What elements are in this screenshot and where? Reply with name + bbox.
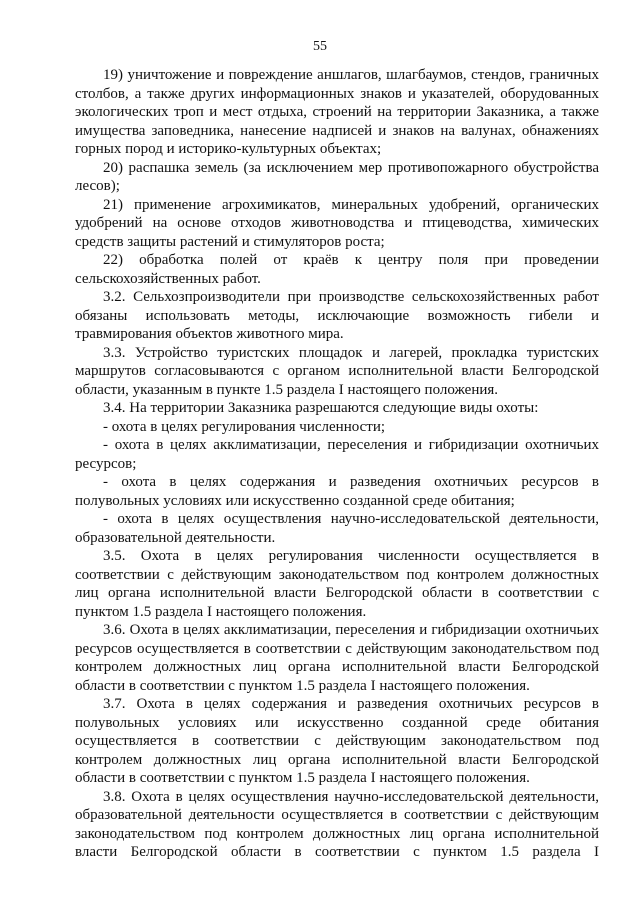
hunting-type-2: - охота в целях акклиматизации, переселения и гибридизации охотничьих ресурсов; [75, 437, 599, 472]
paragraph-3-2: 3.2. Сельхозпроизводители при производстве сельскохозяйственных работ обязаны использовать методы, исключающие возможность гибели и травмирования объектов животного мира. [75, 289, 599, 342]
document-body [75, 66, 599, 862]
paragraph-22: 22) обработка полей от краёв к центру поля при проведении сельскохозяйственных работ. [75, 252, 599, 287]
paragraph-3-5: 3.5. Охота в целях регулирования численности осуществляется в соответствии с действующим законодательством под контролем должностных лиц органа исполнительной власти Белгородской области в соответствии с пунктом 1.5 раздела I настоящего положения. [75, 548, 599, 620]
hunting-type-3: - охота в целях содержания и разведения охотничьих ресурсов в полувольных условиях или искусственно созданной среде обитания; [75, 474, 599, 509]
hunting-type-4: - охота в целях осуществления научно-исследовательской деятельности, образовательной деятельности. [75, 511, 599, 546]
page-number: 55 [313, 39, 327, 54]
paragraph-3-6: 3.6. Охота в целях акклиматизации, переселения и гибридизации охотничьих ресурсов осуществляется в соответствии с действующим законодательством под контролем должностных лиц органа исполнительной власти Белгородской области в соответствии с пунктом 1.5 раздела I настоящего положения. [75, 622, 599, 694]
paragraph-20: 20) распашка земель (за исключением мер противопожарного обустройства лесов); [75, 159, 599, 194]
hunting-type-1: - охота в целях регулирования численности; [103, 418, 386, 435]
paragraph-19: 19) уничтожение и повреждение аншлагов, шлагбаумов, стендов, граничных столбов, а также других информационных знаков и указателей, оборудованных экологических троп и мест отдыха, строений на территории Заказника, а также имущества заповедника, нанесение надписей и знаков на валунах, обнажениях горных пород и историко-культурных объектах; [75, 67, 599, 157]
paragraph-3-4: 3.4. На территории Заказника разрешаются следующие виды охоты: [103, 400, 539, 416]
paragraph-21: 21) применение агрохимикатов, минеральных удобрений, органических удобрений на основе отходов животноводства и птицеводства, химических средств защиты растений и стимуляторов роста; [75, 196, 599, 250]
paragraph-3-8: 3.8. Охота в целях осуществления научно-исследовательской деятельности, образовательной деятельности осуществляется в соответствии с действующим законодательством под контролем должностных лиц органа исполнительной власти Белгородской области в соответствии с пунктом 1.5 раздела I [75, 788, 599, 860]
paragraph-3-3: 3.3. Устройство туристских площадок и лагерей, прокладка туристских маршрутов согласовываются с органом исполнительной власти Белгородской области, указанным в пункте 1.5 раздела I настоящего положения. [75, 344, 599, 398]
paragraph-3-7: 3.7. Охота в целях содержания и разведения охотничьих ресурсов в полувольных условиях или искусственно созданной среде обитания осуществляется в соответствии с действующим законодательством под контролем должностных лиц органа исполнительной власти Белгородской области в соответствии с пунктом 1.5 раздела I настоящего положения. [75, 696, 599, 786]
